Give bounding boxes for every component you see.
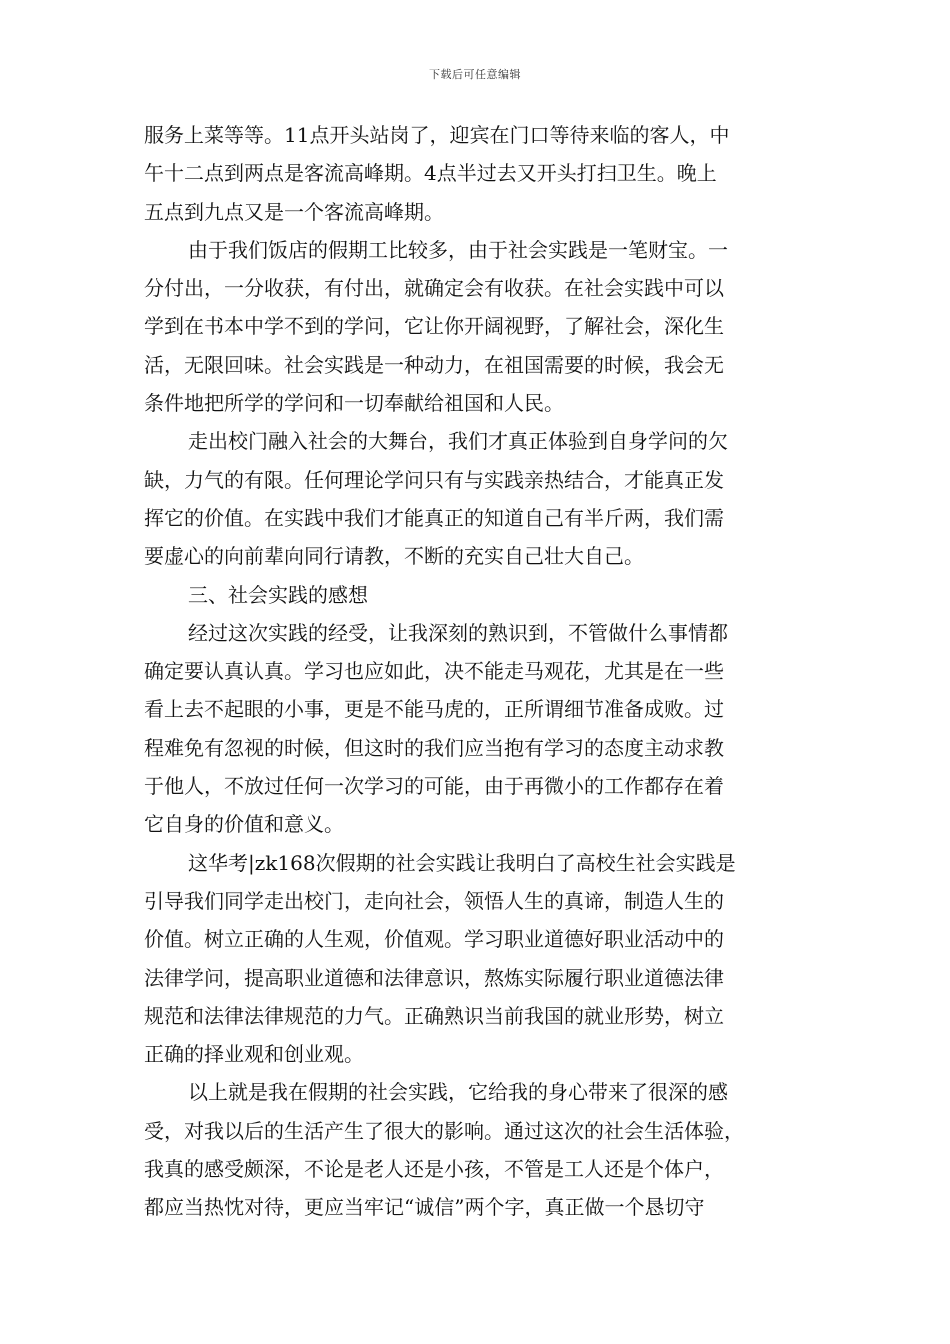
paragraph-line: 看上去不起眼的小事，更是不能马虎的，正所谓细节准备成败。过 bbox=[144, 697, 724, 722]
paragraph-line: 我真的感受颇深，不论是老人还是小孩，不管是工人还是个体户， bbox=[144, 1157, 724, 1182]
document-body bbox=[144, 116, 808, 1227]
paragraph-line: 法律学问，提高职业道德和法律意识，熬炼实际履行职业道德法律 bbox=[144, 965, 724, 990]
paragraph-first-line: 由于我们饭店的假期工比较多，由于社会实践是一笔财宝。一 bbox=[188, 237, 728, 262]
paragraph-line: 条件地把所学的学问和一切奉献给祖国和人民。 bbox=[144, 391, 564, 416]
paragraph-line: 价值。树立正确的人生观，价值观。学习职业道德好职业活动中的 bbox=[144, 927, 724, 952]
paragraph-line: 挥它的价值。在实践中我们才能真正的知道自己有半斤两，我们需 bbox=[144, 505, 724, 530]
paragraph-first-line: 走出校门融入社会的大舞台，我们才真正体验到自身学问的欠 bbox=[188, 429, 728, 454]
paragraph-first-line: 经过这次实践的经受，让我深刻的熟识到，不管做什么事情都 bbox=[188, 620, 728, 645]
paragraph-line: 受，对我以后的生活产生了很大的影响。通过这次的社会生活体验， bbox=[144, 1118, 744, 1143]
paragraph-line: 学到在书本中学不到的学问，它让你开阔视野，了解社会，深化生 bbox=[144, 314, 724, 339]
paragraph-line: 正确的择业观和创业观。 bbox=[144, 1042, 364, 1067]
paragraph-line: 它自身的价值和意义。 bbox=[144, 812, 344, 837]
paragraph-line: 服务上菜等等。11点开头站岗了，迎宾在门口等待来临的客人，中 bbox=[144, 123, 730, 147]
paragraph-line: 规范和法律法律规范的力气。正确熟识当前我国的就业形势，树立 bbox=[144, 1003, 724, 1028]
paragraph-line: 确定要认真认真。学习也应如此，决不能走马观花，尤其是在一些 bbox=[144, 659, 724, 684]
paragraph-line: 活，无限回味。社会实践是一种动力，在祖国需要的时候，我会无 bbox=[144, 352, 724, 377]
paragraph-line: 分付出，一分收获，有付出，就确定会有收获。在社会实践中可以 bbox=[144, 276, 724, 301]
page-header: 下载后可任意编辑 bbox=[429, 68, 521, 81]
paragraph-line: 缺，力气的有限。任何理论学问只有与实践亲热结合，才能真正发 bbox=[144, 467, 724, 492]
paragraph-first-line: 以上就是我在假期的社会实践，它给我的身心带来了很深的感 bbox=[188, 1080, 728, 1105]
paragraph-line: 五点到九点又是一个客流高峰期。 bbox=[144, 199, 444, 224]
paragraph-line: 要虚心的向前辈向同行请教，不断的充实自己壮大自己。 bbox=[144, 544, 644, 569]
paragraph-line: 于他人，不放过任何一次学习的可能，由于再微小的工作都存在着 bbox=[144, 774, 724, 799]
paragraph-line: 引导我们同学走出校门，走向社会，领悟人生的真谛，制造人生的 bbox=[144, 888, 724, 913]
paragraph-first-line: 这华考|zk168次假期的社会实践让我明白了高校生社会实践是 bbox=[188, 850, 736, 875]
paragraph-line: 都应当热忱对待，更应当牢记“诚信”两个字，真正做一个恳切守 bbox=[144, 1195, 705, 1220]
paragraph-line: 午十二点到两点是客流高峰期。4点半过去又开头打扫卫生。晚上 bbox=[144, 161, 717, 186]
paragraph-line: 程难免有忽视的时候，但这时的我们应当抱有学习的态度主动求教 bbox=[144, 735, 724, 760]
paragraph-first-line: 三、社会实践的感想 bbox=[188, 582, 368, 607]
